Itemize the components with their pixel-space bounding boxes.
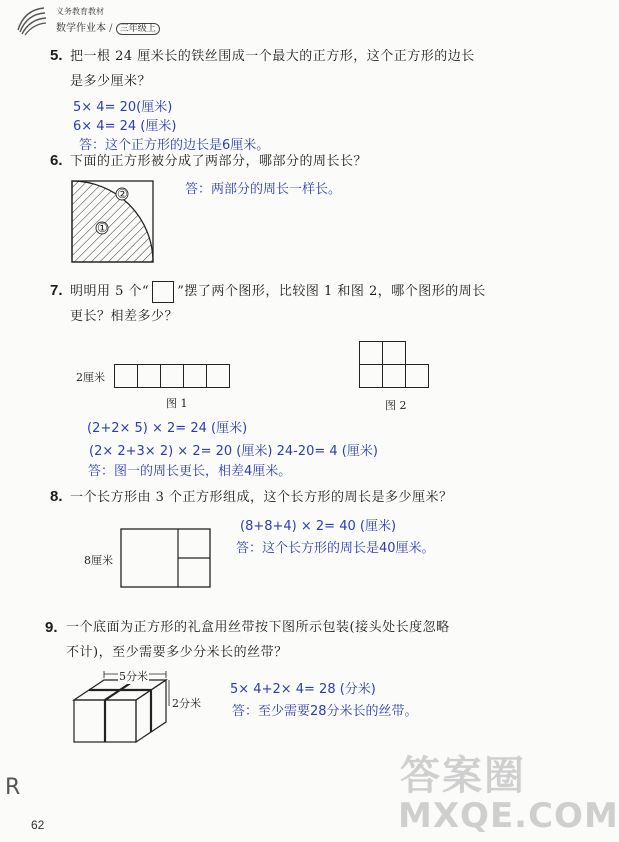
fig2-tiles <box>359 341 439 391</box>
fig2-caption: 图 2 <box>385 399 407 412</box>
tile <box>137 364 161 388</box>
series-label: 义务教育教材 <box>56 7 104 16</box>
q8-number: 8. <box>50 488 63 505</box>
q9-dim-top-label: 5分米 <box>119 670 148 683</box>
logo-icon <box>14 4 48 38</box>
watermark-url: MXQE.COM <box>398 796 619 836</box>
tile <box>382 341 406 365</box>
q6-answer: 答：两部分的周长一样长。 <box>185 182 342 197</box>
q7-answer-1: (2+2× 5) × 2= 24 (厘米) <box>87 421 248 436</box>
q8-text: 一个长方形由 3 个正方形组成，这个长方形的周长是多少厘米？ <box>70 490 453 505</box>
q6-part1-label: ① <box>97 221 108 235</box>
tile <box>114 364 138 388</box>
tile <box>382 364 406 388</box>
q8-answer-2: 答：这个长方形的周长是40厘米。 <box>236 541 435 556</box>
tile <box>160 364 184 388</box>
fig1-side-label: 2厘米 <box>76 371 105 384</box>
book-title: 数学作业本 / 三年级上 <box>56 19 160 34</box>
book-name: 数学作业本 <box>56 23 106 34</box>
page-number: 62 <box>31 818 45 832</box>
q6-text: 下面的正方形被分成了两部分，哪部分的周长长？ <box>70 154 368 169</box>
watermark-text: 答案圈 <box>400 753 526 799</box>
q7-answer-3: 答：图一的周长更长，相差4厘米。 <box>88 464 292 479</box>
q7-text-part-b: ”摆了两个图形，比较图 1 和图 2，哪个图形的周长 <box>177 284 486 299</box>
tile <box>183 364 207 388</box>
q9-text-line1: 一个底面为正方形的礼盒用丝带按下图所示包装(接头处长度忽略 <box>66 620 450 635</box>
q8-rectangle-figure <box>120 528 212 590</box>
fig2-top-row <box>359 341 439 364</box>
q6-number: 6. <box>50 152 63 169</box>
q7-number: 7. <box>50 282 63 299</box>
q6-square-figure <box>71 180 155 264</box>
q5-number: 5. <box>50 47 63 64</box>
q5-answer-2: 6× 4= 24 (厘米) <box>73 119 177 134</box>
q8-answer-1: (8+8+4) × 2= 40 (厘米) <box>240 519 397 534</box>
margin-mark: R <box>5 775 21 800</box>
q8-side-label: 8厘米 <box>84 554 113 567</box>
q9-number: 9. <box>45 619 58 636</box>
q7-text-line1 <box>70 280 486 303</box>
fig1-tile-row <box>114 364 229 387</box>
q7-text-line2: 更长？相差多少？ <box>70 309 179 324</box>
q7-text-part-a: 明明用 5 个“ <box>70 284 150 299</box>
q5-text-line2: 是多少厘米？ <box>70 74 152 89</box>
grade-badge: 三年级上 <box>116 23 160 35</box>
q5-text-line1: 把一根 24 厘米长的铁丝围成一个最大的正方形，这个正方形的边长 <box>70 49 475 64</box>
fig2-bottom-row <box>359 364 439 387</box>
q9-text-line2: 不计)，至少需要多少分米长的丝带？ <box>66 645 288 660</box>
square-tile-icon <box>152 281 174 303</box>
q5-answer-3: 答：这个正方形的边长是6厘米。 <box>79 138 270 153</box>
fig1-caption: 图 1 <box>166 397 188 410</box>
q9-answer-2: 答：至少需要28分米长的丝带。 <box>232 704 418 719</box>
q7-answer-2: (2× 2+3× 2) × 2= 20 (厘米) 24-20= 4 (厘米) <box>89 444 378 459</box>
tile <box>206 364 230 388</box>
q6-part2-label: ② <box>117 187 128 201</box>
tile <box>359 364 383 388</box>
q9-answer-1: 5× 4+2× 4= 28 (分米) <box>230 682 376 697</box>
tile <box>359 341 383 365</box>
q9-dim-side-label: 2分米 <box>172 697 201 710</box>
tile <box>405 364 429 388</box>
q5-answer-1: 5× 4= 20(厘米) <box>73 100 173 115</box>
